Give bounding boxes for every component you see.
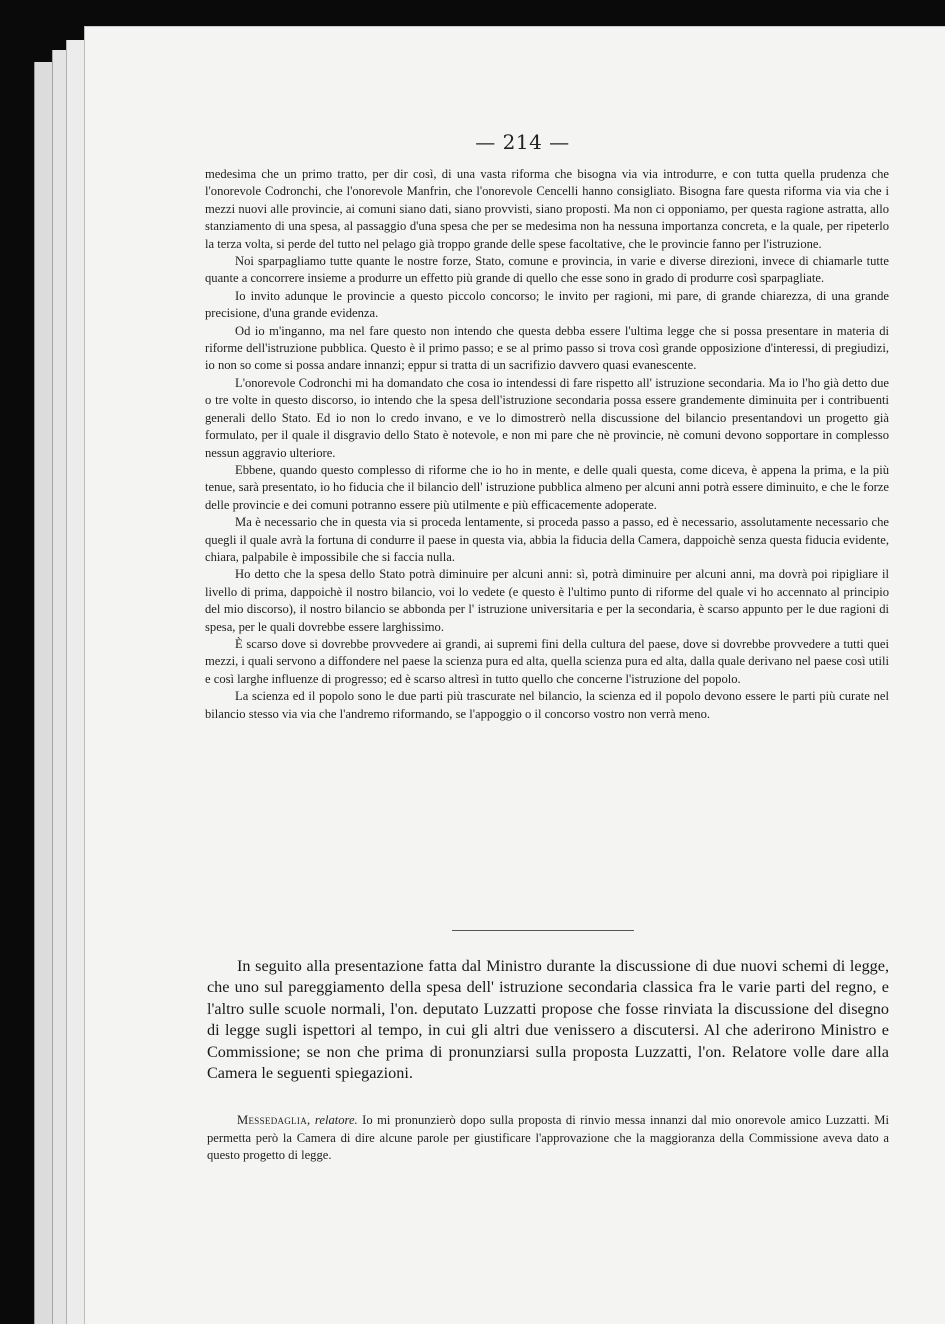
paragraph: Io invito adunque le provincie a questo piccolo concorso; le invito per ragioni, mi pare, di grande chiarezza, di una grande precisione, d'una grande evidenza. bbox=[205, 288, 889, 321]
speech-body bbox=[205, 166, 889, 723]
speech-text: Io mi pronunzierò dopo sulla proposta di rinvio messa innanzi dal mio onorevole amico Luzzatti. Mi permetta però la Camera di dire alcune parole per giustificare l'approvazione che la maggioranza della Commissione aveva dato a questo progetto di legge. bbox=[207, 1113, 889, 1163]
paragraph: Ma è necessario che in questa via si proceda lentamente, si proceda passo a passo, ed è necessario, assolutamente necessario che quegli il quale avrà la fortuna di condurre il paese in questa via, abbia la fiducia della Camera, dappoichè senza questa fiducia evidente, chiara, palpabile è impossibile che si faccia nulla. bbox=[205, 515, 889, 564]
paragraph: Ebbene, quando questo complesso di riforme che io ho in mente, e delle quali questa, come diceva, è appena la prima, e la più tenue, sarà presentato, io ho fiducia che il bilancio dell' istruzione pubblica almeno per alcuni anni potrà essere diminuito, e che le forze delle provincie e dei comuni potranno essere più utilmente e più efficacemente adoperate. bbox=[205, 462, 889, 512]
section-divider bbox=[452, 930, 634, 931]
page-number: — 214 — bbox=[475, 130, 570, 154]
speaker-name: Messedaglia, bbox=[237, 1113, 311, 1127]
paragraph: Noi sparpagliamo tutte quante le nostre forze, Stato, comune e provincia, in varie e diverse direzioni, invece di chiamarle tutte quante a concorrere insieme a produrre un effetto più grande di quello che esse sono in grado di produrre così sparpagliate. bbox=[205, 254, 889, 286]
paragraph: medesima che un primo tratto, per dir così, di una vasta riforma che bisogna via via introdurre, e con tutta quella prudenza che l'onorevole Codronchi, che l'onorevole Manfrin, che l'onorevole Cencelli hanno consigliato. Bisogna fare questa riforma via via che i mezzi nuovi alle provincie, ai comuni siano dati, siano provvisti, siano proposti. Ma non ci opponiamo, per questa ragione astratta, allo stanziamento di una spesa, al passaggio d'una spesa che per se medesima non ha nessuna importanza concreta, e la quale, per ripeterlo la terza volta, si perde del tutto nel pelago già troppo grande delle spese facoltative, che le provincie fanno per l'istruzione. bbox=[205, 167, 889, 251]
paragraph: La scienza ed il popolo sono le due parti più trascurate nel bilancio, la scienza ed il popolo devono essere le parti più curate nel bilancio stesso via via che l'andremo riformando, se l'appoggio o il concorso vostro non verrà meno. bbox=[205, 689, 889, 721]
paragraph: Od io m'inganno, ma nel fare questo non intendo che questa debba essere l'ultima legge che si possa presentare in materia di riforme dell'istruzione pubblica. Questo è il primo passo; e se al primo passo si trova così grande opposizione d'interessi, di pregiudizi, io non so come si possa andare innanzi; eppur si tratta di un sacrifizio davvero quasi evanescente. bbox=[205, 323, 889, 373]
speaker-role: relatore. bbox=[314, 1113, 358, 1127]
editorial-note: In seguito alla presentazione fatta dal Ministro durante la discussione di due nuovi schemi di legge, che uno sul pareggiamento della spesa dell' istruzione secondaria classica fra le varie parti del regno, e l'altro sulle scuole normali, l'on. deputato Luzzatti propose che fosse rinviata la discussione del disegno di legge sugli ispettori al tempo, in cui gli altri due venissero a discutersi. Al che aderirono Ministro e Commissione; se non che prima di pronunziarsi sulla proposta Luzzatti, l'on. Relatore volle dare alla Camera le seguenti spiegazioni. bbox=[207, 957, 889, 1083]
paragraph: È scarso dove si dovrebbe provvedere ai grandi, ai supremi fini della cultura del paese, dove si dovrebbe provvedere a tutti quei mezzi, i quali servono a diffondere nel paese la scienza pura ed alta, quella scienza pura ed alta, dalla quale derivano nel paese così utili e così larghe influenze di progresso; ed è scarso altresì in tutto quello che concerne l'istruzione del popolo. bbox=[205, 636, 889, 686]
speaker-paragraph bbox=[207, 1112, 889, 1165]
paragraph: L'onorevole Codronchi mi ha domandato che cosa io intendessi di fare rispetto all' istruzione secondaria. Ma io l'ho già detto due o tre volte in questo discorso, io intendo che la spesa dell'istruzione secondaria possa essere grandemente diminuita per i contribuenti generali dello Stato. Ed io non lo credo invano, e ve lo dimostrerò nella discussione del bilancio presentandovi un progetto già formulato, per il quale il disgravio dello Stato è notevole, e non mi pare che nè provincie, nè comuni devono sopportare in complesso nessun aggravio ulteriore. bbox=[205, 375, 889, 460]
paragraph: Ho detto che la spesa dello Stato potrà diminuire per alcuni anni: sì, potrà diminuire per alcuni anni, ma dovrà poi ripigliare il livello di prima, dappoichè il nostro bilancio, voi lo vedete (e questo è l'ultimo punto di riforme del quale vi ho accennato al principio del mio discorso), il nostro bilancio se abbonda per l' istruzione universitaria e per la secondaria, è scarso appunto per le due ragioni di spesa, per le quali dovrebbe essere larghissimo. bbox=[205, 567, 889, 634]
